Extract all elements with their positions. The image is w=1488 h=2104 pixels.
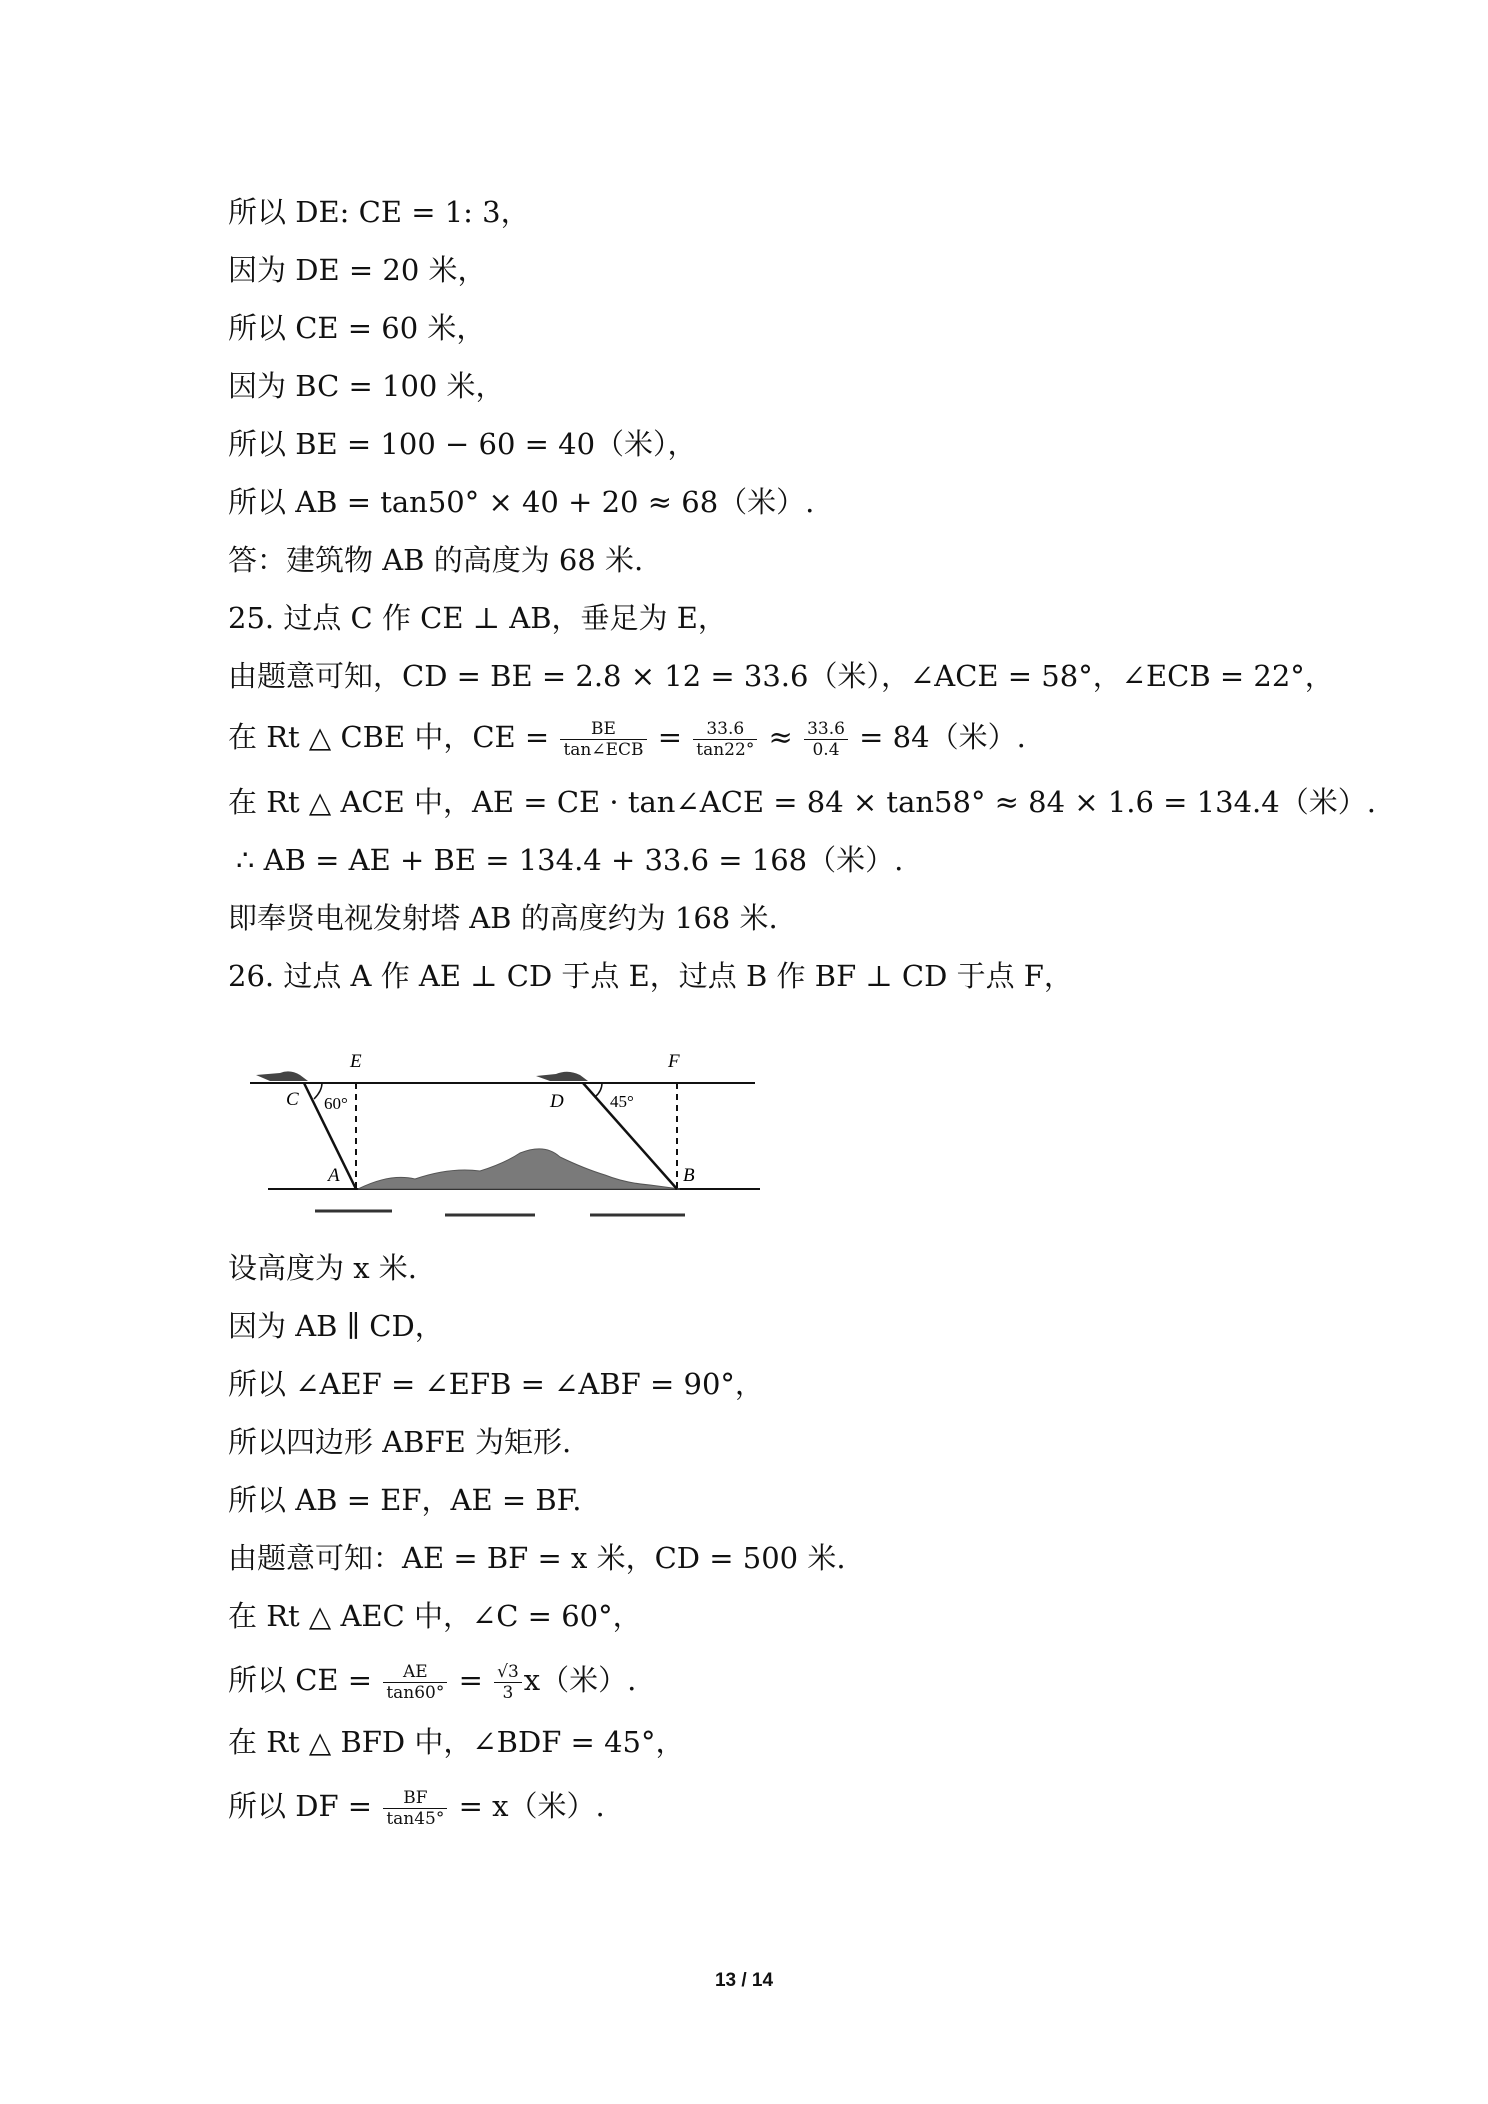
fraction — [693, 719, 757, 760]
angle-arc-c — [314, 1083, 322, 1099]
text-line-l8 — [228, 598, 727, 638]
fraction — [494, 1662, 522, 1703]
text-line-l6 — [228, 482, 814, 522]
text-segment: 所以 AB = tan50° × 40 + 20 ≈ 68（米）. — [228, 485, 815, 519]
label-B: B — [683, 1165, 695, 1186]
fraction-denominator: tan60° — [386, 1682, 445, 1703]
fraction — [804, 719, 848, 760]
text-line-l19 — [228, 1480, 581, 1520]
text-line-l20 — [228, 1538, 846, 1578]
text-segment: 25. 过点 C 作 CE ⊥ AB，垂足为 E， — [228, 601, 727, 635]
text-segment: 所以 DE: CE = 1: 3， — [228, 195, 530, 229]
text-segment: = — [449, 1663, 493, 1697]
fraction-numerator: √3 — [494, 1662, 522, 1683]
text-line-l7 — [228, 540, 643, 580]
text-line-l9 — [228, 656, 1334, 696]
text-segment: 答：建筑物 AB 的高度为 68 米. — [228, 543, 644, 577]
text-segment: = 84（米）. — [849, 720, 1026, 754]
plane-left-icon — [256, 1071, 308, 1081]
text-segment: 所以 CE = 60 米， — [228, 311, 486, 345]
text-segment: 所以 BE = 100 − 60 = 40（米）， — [228, 427, 697, 461]
label-D: D — [550, 1091, 564, 1112]
fraction-numerator: BF — [383, 1788, 447, 1809]
fraction-denominator: tan∠ECB — [563, 739, 644, 760]
text-line-l24 — [228, 1786, 605, 1829]
label-angle-c: 60° — [324, 1094, 348, 1113]
fraction-denominator: 3 — [502, 1682, 514, 1703]
text-line-l5 — [228, 424, 697, 464]
text-segment: 在 Rt △ AEC 中，∠C = 60°， — [228, 1599, 642, 1633]
label-C: C — [286, 1089, 299, 1110]
label-E: E — [350, 1051, 362, 1072]
text-line-l18 — [228, 1422, 571, 1462]
text-line-l22 — [228, 1660, 636, 1703]
fraction — [383, 1788, 447, 1829]
text-line-l11 — [228, 782, 1376, 822]
plane-right-icon — [536, 1072, 588, 1081]
text-segment: 因为 DE = 20 米， — [228, 253, 487, 287]
geometry-figure — [250, 1045, 770, 1230]
text-segment: 所以 DF = — [228, 1789, 382, 1823]
text-segment: ≈ — [759, 720, 803, 754]
text-segment: 因为 AB ∥ CD， — [228, 1309, 444, 1343]
text-segment: 所以 ∠AEF = ∠EFB = ∠ABF = 90°， — [228, 1367, 764, 1401]
mountain-shape — [358, 1149, 680, 1189]
fraction-denominator: tan45° — [386, 1808, 445, 1829]
text-segment: ∴ AB = AE + BE = 134.4 + 33.6 = 168（米）. — [236, 843, 904, 877]
fraction-numerator: 33.6 — [804, 719, 848, 740]
fraction-numerator: AE — [383, 1662, 447, 1683]
text-segment: 由题意可知：AE = BF = x 米，CD = 500 米. — [228, 1541, 846, 1575]
text-segment: = — [648, 720, 692, 754]
text-line-l2 — [228, 250, 487, 290]
text-segment: 在 Rt △ CBE 中，CE = — [228, 720, 559, 754]
fraction — [560, 719, 646, 760]
text-segment: 即奉贤电视发射塔 AB 的高度约为 168 米. — [228, 901, 778, 935]
text-segment: 所以 AB = EF，AE = BF. — [228, 1483, 582, 1517]
text-line-l23 — [228, 1722, 684, 1762]
fraction-denominator: 0.4 — [812, 739, 840, 760]
text-line-l12 — [236, 840, 903, 880]
angle-arc-d — [595, 1083, 602, 1097]
text-line-l10 — [228, 717, 1026, 760]
text-line-l3 — [228, 308, 485, 348]
text-line-l4 — [228, 366, 505, 406]
text-segment: x（米）. — [523, 1663, 637, 1697]
text-segment: 所以四边形 ABFE 为矩形. — [228, 1425, 572, 1459]
label-A: A — [328, 1165, 340, 1186]
label-F: F — [668, 1051, 680, 1072]
text-line-l1 — [228, 192, 530, 232]
text-line-l17 — [228, 1364, 764, 1404]
text-line-l13 — [228, 898, 778, 938]
fraction — [383, 1662, 447, 1703]
text-segment: 因为 BC = 100 米， — [228, 369, 505, 403]
text-line-l14 — [228, 956, 1073, 996]
text-segment: 在 Rt △ ACE 中，AE = CE · tan∠ACE = 84 × tan58° ≈ 84 × 1.6 = 134.4（米）. — [228, 785, 1376, 819]
text-segment: 所以 CE = — [228, 1663, 382, 1697]
page-number: 13 / 14 — [714, 1970, 774, 1991]
text-segment: 设高度为 x 米. — [228, 1251, 418, 1285]
label-angle-d: 45° — [610, 1092, 634, 1111]
fraction-denominator: tan22° — [696, 739, 755, 760]
text-segment: 由题意可知，CD = BE = 2.8 × 12 = 33.6（米），∠ACE = 58°，∠ECB = 22°， — [228, 659, 1334, 693]
text-segment: 在 Rt △ BFD 中，∠BDF = 45°， — [228, 1725, 685, 1759]
text-segment: = x（米）. — [449, 1789, 605, 1823]
fraction-numerator: 33.6 — [693, 719, 757, 740]
text-line-l21 — [228, 1596, 642, 1636]
text-line-l16 — [228, 1306, 444, 1346]
text-segment: 26. 过点 A 作 AE ⊥ CD 于点 E，过点 B 作 BF ⊥ CD 于点 F， — [228, 959, 1073, 993]
fraction-numerator: BE — [560, 719, 646, 740]
text-line-l15 — [228, 1248, 417, 1288]
